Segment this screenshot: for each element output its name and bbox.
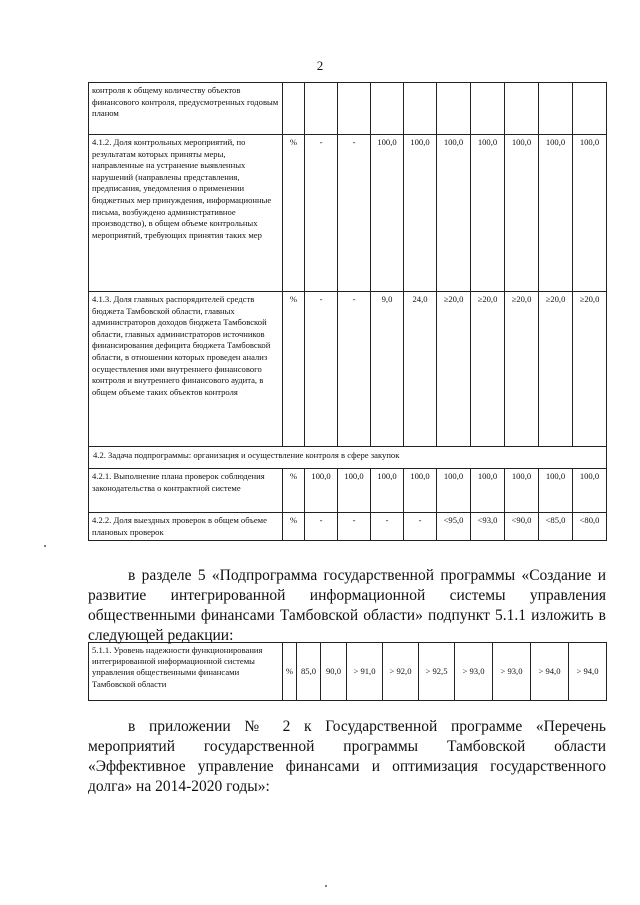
value-cell: <85,0 xyxy=(539,513,573,541)
value-cell: - xyxy=(305,513,338,541)
scan-speck xyxy=(325,885,327,887)
table-row xyxy=(89,513,607,541)
value-cell: - xyxy=(338,292,371,447)
unit-cell: % xyxy=(283,469,305,513)
indicator-description: контроля к общему количеству объектов финансового контроля, предусмотренных годовым планом xyxy=(89,83,283,135)
value-cell xyxy=(404,83,437,135)
value-cell xyxy=(305,83,338,135)
amendment-paragraph-appendix-2 xyxy=(88,717,606,797)
value-cell: - xyxy=(338,135,371,292)
value-cell xyxy=(573,83,607,135)
task-heading: 4.2. Задача подпрограммы: организация и осуществление контроля в сфере закупок xyxy=(89,447,607,469)
value-cell xyxy=(471,83,505,135)
unit-cell: % xyxy=(283,135,305,292)
value-cell: <95,0 xyxy=(437,513,471,541)
value-cell: ≥20,0 xyxy=(471,292,505,447)
value-cell: 24,0 xyxy=(404,292,437,447)
value-cell xyxy=(338,83,371,135)
value-cell: > 94,0 xyxy=(531,643,569,701)
value-cell: > 92,5 xyxy=(419,643,455,701)
value-cell: <80,0 xyxy=(573,513,607,541)
value-cell: 100,0 xyxy=(505,135,539,292)
value-cell: 100,0 xyxy=(505,469,539,513)
value-cell: 100,0 xyxy=(437,135,471,292)
value-cell: > 91,0 xyxy=(347,643,383,701)
value-cell: 100,0 xyxy=(539,135,573,292)
unit-cell xyxy=(283,83,305,135)
value-cell: <90,0 xyxy=(505,513,539,541)
value-cell: 100,0 xyxy=(338,469,371,513)
unit-cell: % xyxy=(283,513,305,541)
value-cell: 85,0 xyxy=(297,643,321,701)
table-row xyxy=(89,292,607,447)
indicator-description: 4.2.2. Доля выездных проверок в общем объеме плановых проверок xyxy=(89,513,283,541)
value-cell: 100,0 xyxy=(539,469,573,513)
value-cell: > 93,0 xyxy=(455,643,493,701)
indicator-description: 4.1.2. Доля контрольных мероприятий, по результатам которых приняты меры, направленные на устранение выявленных нарушений (направлены представления, предписания, уведомления о применении бюджетных мер принуждения, информационные письма, возбуждено административное производство), в общем объеме контрольных мероприятий, требующих принятия таких мер xyxy=(89,135,283,292)
value-cell: 9,0 xyxy=(371,292,404,447)
table-row xyxy=(89,135,607,292)
page-number: 2 xyxy=(316,58,324,73)
table-row xyxy=(89,83,607,135)
indicator-description: 5.1.1. Уровень надежности функционирования интегрированной информационной системы управления общественными финансами Тамбовской области xyxy=(89,643,283,701)
value-cell xyxy=(371,83,404,135)
value-cell: 100,0 xyxy=(371,135,404,292)
value-cell: 90,0 xyxy=(321,643,347,701)
scan-speck xyxy=(44,545,46,547)
unit-cell: % xyxy=(283,643,297,701)
value-cell xyxy=(505,83,539,135)
value-cell: 100,0 xyxy=(471,135,505,292)
value-cell: <93,0 xyxy=(471,513,505,541)
indicator-table-5-1-1 xyxy=(88,642,607,701)
value-cell xyxy=(437,83,471,135)
value-cell: ≥20,0 xyxy=(573,292,607,447)
value-cell: > 93,0 xyxy=(493,643,531,701)
value-cell: 100,0 xyxy=(305,469,338,513)
amendment-paragraph-section-5 xyxy=(88,566,606,646)
value-cell: 100,0 xyxy=(371,469,404,513)
amendment-paragraph-text: в разделе 5 «Подпрограмма государственной программы «Создание и развитие интегрированной информационной системы управления общественными финансами Тамбовской области» подпункт 5.1.1 изложить в следующей редакции: xyxy=(88,567,606,644)
value-cell xyxy=(539,83,573,135)
value-cell: - xyxy=(338,513,371,541)
value-cell: ≥20,0 xyxy=(437,292,471,447)
task-row xyxy=(89,447,607,469)
value-cell: 100,0 xyxy=(471,469,505,513)
value-cell: - xyxy=(305,135,338,292)
value-cell: 100,0 xyxy=(437,469,471,513)
value-cell: 100,0 xyxy=(404,135,437,292)
table-row xyxy=(89,643,607,701)
indicator-description: 4.1.3. Доля главных распорядителей средств бюджета Тамбовской области, главных администраторов доходов бюджета Тамбовской области, главных администраторов источников финансирования дефицита бюджета Тамбовской области, в отношении которых проведен анализ осуществления ими внутреннего финансового контроля и внутреннего финансового аудита, в общем объеме таких объектов контроля xyxy=(89,292,283,447)
value-cell: - xyxy=(404,513,437,541)
value-cell: > 94,0 xyxy=(569,643,607,701)
value-cell: 100,0 xyxy=(573,135,607,292)
value-cell: ≥20,0 xyxy=(505,292,539,447)
value-cell: > 92,0 xyxy=(383,643,419,701)
value-cell: 100,0 xyxy=(573,469,607,513)
indicator-description: 4.2.1. Выполнение плана проверок соблюдения законодательства о контрактной системе xyxy=(89,469,283,513)
amendment-paragraph-text: в приложении № 2 к Государственной программе «Перечень мероприятий государственной программы Тамбовской области «Эффективное управление финансами и оптимизация государственного долга» на 2014-2020 годы»: xyxy=(88,718,606,795)
indicators-table-subprogram-4 xyxy=(88,82,607,541)
value-cell: ≥20,0 xyxy=(539,292,573,447)
value-cell: - xyxy=(305,292,338,447)
unit-cell: % xyxy=(283,292,305,447)
value-cell: - xyxy=(371,513,404,541)
table-row xyxy=(89,469,607,513)
value-cell: 100,0 xyxy=(404,469,437,513)
